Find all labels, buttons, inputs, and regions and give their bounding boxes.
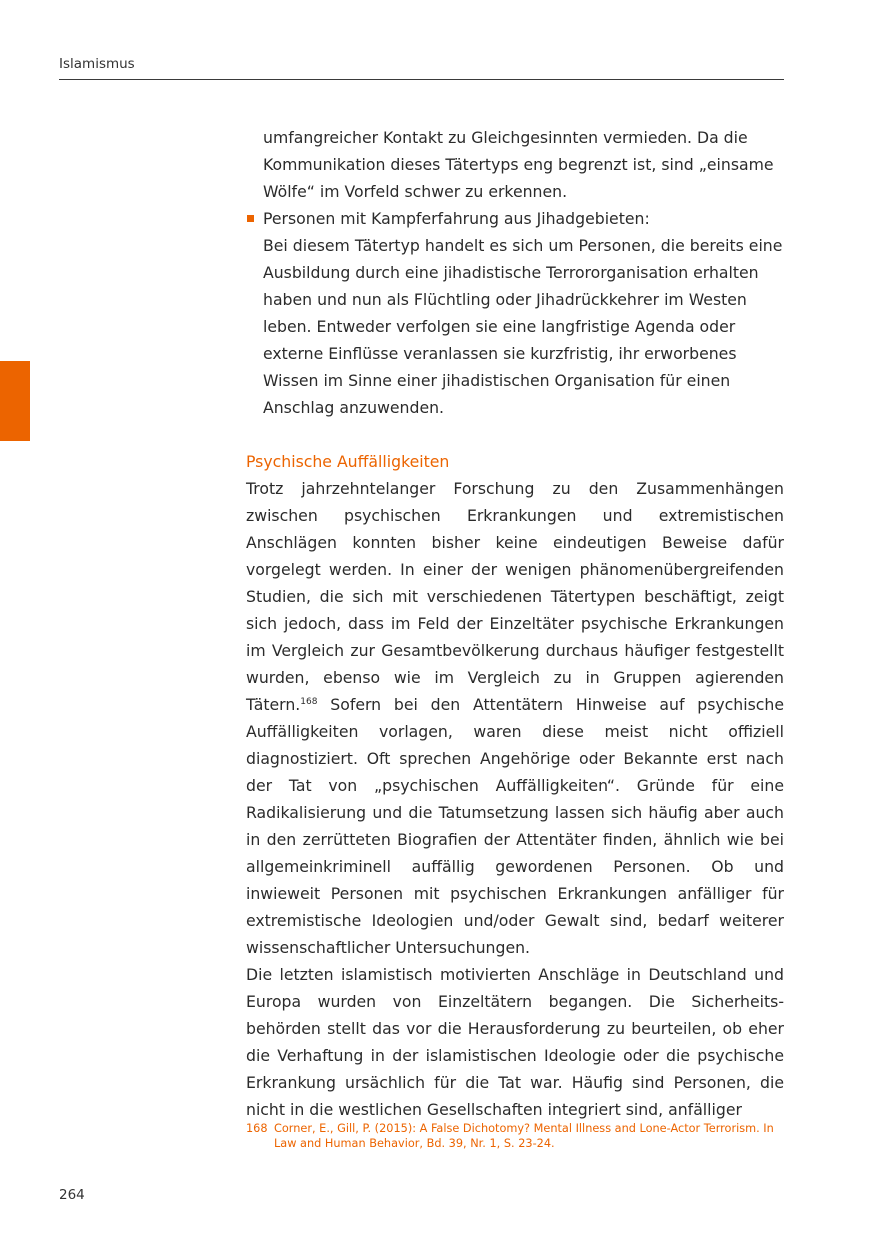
body-paragraph-1 <box>246 475 784 961</box>
footnote-text: Corner, E., Gill, P. (2015): A False Dichotomy? Mental Illness and Lone-Actor Terrorism. In Law and Human Behavior, Bd. 39, Nr. 1, S. 23-24. <box>274 1122 774 1150</box>
body-paragraph-1-part-b: Sofern bei den Attentätern Hinweise auf psychische Auffälligkeiten vorlagen, waren diese meist nicht offiziell diagnostiziert. Oft sprechen Angehörige oder Bekannte erst nach der Tat von „psychischen Auffälligkeiten“. Gründe für eine Radikalisierung und die Tatumsetzung lassen sich häufig aber auch in den zerrütteten Biografien der Attentäter finden, ähnlich wie bei allgemeinkriminell auffällig gewordenen Personen. Ob und inwieweit Personen mit psychischen Erkrankungen anfälliger für extremistische Ideologien und/oder Gewalt sind, bedarf weiterer wissenschaftlicher Untersuchungen. <box>246 695 784 957</box>
section-heading: Psychische Auffälligkeiten <box>246 452 450 471</box>
footnote-number: 168 <box>246 1122 268 1135</box>
main-text-column <box>246 124 784 1123</box>
body-paragraph-2: Die letzten islamistisch motivierten Anschläge in Deutschland und Europa wurden von Einzeltätern begangen. Die Sicherheitsbehörden stellt das vor die Herausforderung zu beurteilen, ob eher die Verhaftung in der islamistischen Ideologie oder die psychische Erkrankung ursächlich für die Tat war. Häufig sind Personen, die nicht in die westlichen Gesellschaften integriert sind, anfälliger <box>246 965 784 1119</box>
bullet-continuation-paragraph: umfangreicher Kontakt zu Gleichgesinnten vermieden. Da die Kommunikation dieses Tätertyps eng begrenzt ist, sind „einsame Wölfe“ im Vorfeld schwer zu erkennen. <box>263 128 774 201</box>
bullet-text: Bei diesem Tätertyp handelt es sich um Personen, die bereits eine Ausbildung durch eine jihadistische Terrororganisation erhalten haben und nun als Flüchtling oder Jihadrückkehrer im Westen leben. Entweder verfolgen sie eine langfristige Agenda oder externe Einflüsse veranlassen sie kurzfristig, ihr erworbenes Wissen im Sinne einer jihadistischen Organisation für einen Anschlag anzuwenden. <box>263 236 783 417</box>
footnote <box>246 1121 784 1151</box>
running-header-title: Islamismus <box>59 56 135 72</box>
bullet-square-icon <box>247 215 254 222</box>
page-number: 264 <box>59 1187 85 1203</box>
bullet-title: Personen mit Kampferfahrung aus Jihadgebieten: <box>263 209 650 228</box>
body-paragraph-1-part-a: Trotz jahrzehntelanger Forschung zu den Zusammenhängen zwischen psychischen Erkrankungen und extremistischen Anschlägen konnten bisher keine eindeutigen Beweise dafür vorgelegt werden. In einer der wenigen phänomenübergreifenden Studien, die sich mit verschiedenen Tätertypen beschäftigt, zeigt sich jedoch, dass im Feld der Einzeltäter psychische Erkrankungen im Vergleich zur Gesamtbevölkerung durchaus häufiger festgestellt wurden, ebenso wie im Vergleich zu in Gruppen agierenden Tätern. <box>246 479 784 714</box>
header-rule <box>59 79 784 80</box>
chapter-tab-marker <box>0 361 30 441</box>
footnote-reference[interactable]: 168 <box>300 697 318 707</box>
bullet-item <box>263 205 784 421</box>
